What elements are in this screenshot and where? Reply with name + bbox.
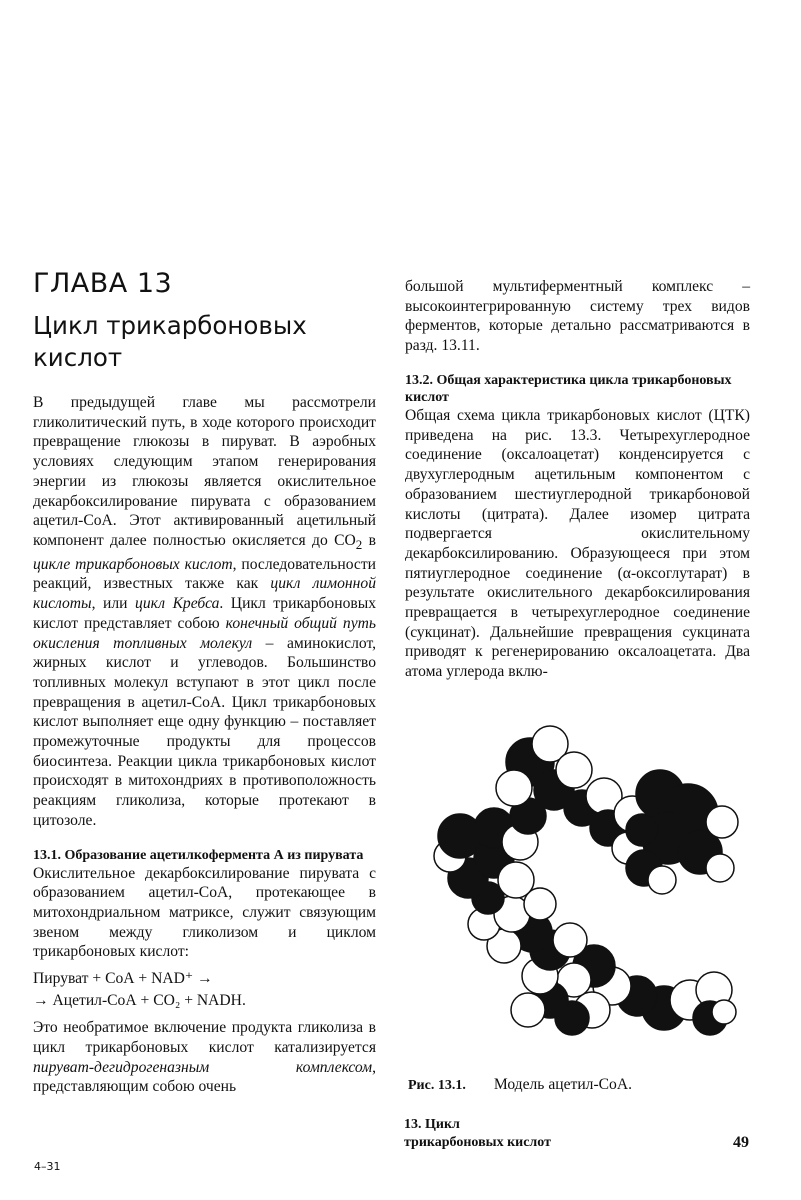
right-column-section — [405, 372, 750, 682]
right-column-continuation: большой мультиферментный комплекс – высокоинтегрированную систему трех видов ферментов, которые детально рассматриваются в разд. 13.11. — [405, 278, 750, 355]
molecule-model-illustration — [432, 718, 752, 1048]
text-run: , последовательности реакций, известных также как — [33, 555, 376, 593]
equation-line-1: Пируват + СоА + NAD⁺ → — [33, 970, 213, 988]
figure-caption-text: Модель ацетил-СоА. — [493, 1076, 632, 1093]
italic-term: цикле трикарбоновых кислот — [33, 555, 233, 573]
figure-caption — [408, 1076, 632, 1094]
page-number: 49 — [733, 1134, 749, 1151]
italic-term: цикл Кребса — [135, 595, 220, 613]
equation-line-2: → Ацетил-СоА + CO₂ + NADH. — [33, 992, 246, 1010]
italic-term: пируват-дегидрогеназным комплексом — [33, 1058, 373, 1076]
subscript: 2 — [355, 537, 363, 553]
text-run: в — [362, 531, 376, 549]
after-equation-paragraph — [33, 1018, 376, 1097]
text-run: Это необратимое включение продукта гликолиза в цикл трикарбоновых кислот катализируется — [33, 1019, 376, 1056]
section-13-1-text: Окислительное декарбоксилирование пирувата с образованием ацетил-СоА, протекающее в митохондриальном матриксе, служит связующим звеном между гликолизом и циклом трикарбоновых кислот: — [33, 864, 376, 961]
text-run: – аминокислот, жирных кислот и углеводов. Большинство топливных молекул вступают в этот цикл после превращения в ацетил-СоА. Цикл трикарбоновых кислот выполняет еще одну функцию – поставляет промежуточные продукты для процессов биосинтеза. Реакции цикла трикарбоновых кислот происходят в митохондриях в противоположность реакциям гликолиза, которые протекают в цитозоле. — [33, 634, 376, 829]
left-column — [33, 393, 376, 1097]
text-run: , представляющим собою очень — [33, 1058, 376, 1096]
chapter-title: Цикл трикарбоновых кислот — [33, 311, 307, 372]
signature-mark: 4–31 — [34, 1160, 61, 1173]
text-run: . Цикл трикарбоновых кислот представляет собою — [33, 595, 377, 632]
italic-term: конечный общий путь окисления топливных молекул — [33, 614, 377, 652]
chapter-label: ГЛАВА 13 — [33, 268, 173, 299]
text-run: В предыдущей главе мы рассмотрели гликолитический путь, в ходе которого происходит превращение глюкозы в пируват. В аэробных условиях следующим этапом генерирования энергии из глюкозы является окислительное декарбоксилирование пирувата с образованием ацетил-СоА. Этот активированный ацетильный компонент далее полностью окисляется до СО — [33, 394, 376, 549]
section-13-2-heading: 13.2. Общая характеристика цикла трикарбоновых кислот — [405, 373, 732, 405]
running-head: 13. Цикл трикарбоновых кислот — [404, 1117, 551, 1150]
section-13-1-heading: 13.1. Образование ацетилкофермента А из пирувата — [33, 847, 364, 863]
text-run: , или — [91, 595, 136, 613]
figure-caption-label: Рис. 13.1. — [408, 1078, 466, 1093]
reaction-equation — [33, 968, 376, 1012]
intro-paragraph — [33, 393, 376, 831]
acetyl-coa-space-filling-model — [432, 718, 752, 1048]
italic-term: цикл лимонной кислоты — [33, 575, 376, 613]
section-13-2-text: Общая схема цикла трикарбоновых кислот (ЦТК) приведена на рис. 13.3. Четырехуглеродное соединение (оксалоацетат) конденсируется с двухуглеродным ацетильным компонентом с образованием шестиуглеродной трикарбоновой кислоты (цитрата). Далее изомер цитрата подвергается окислительному декарбоксилированию. Образующееся при этом пятиуглеродное соединение (α-оксоглутарат) в результате окислительного декарбоксилирования превращается в четырехуглеродное соединение (сукцинат). Дальнейшие превращения сукцината приводят к регенерированию оксалоацетата. Два атома углерода вклю- — [405, 407, 750, 681]
